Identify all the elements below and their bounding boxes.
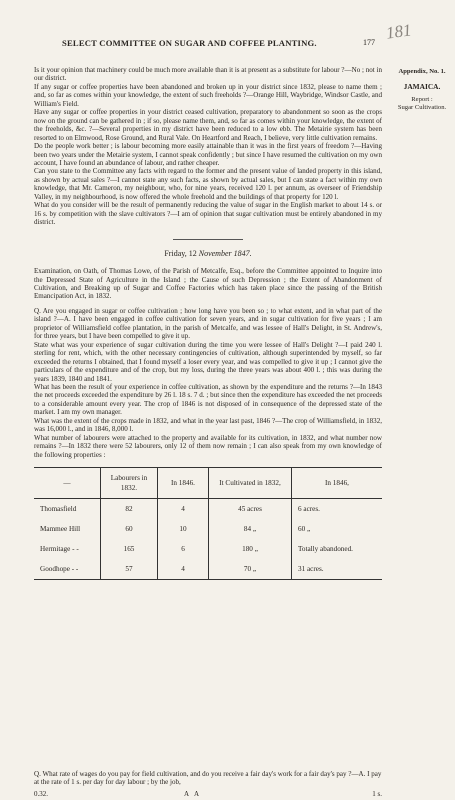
session-date <box>34 250 382 258</box>
section-divider <box>173 239 243 240</box>
table-cell: 4 <box>158 499 209 520</box>
table-cell: 6 <box>158 539 209 559</box>
table-cell: 60 „ <box>292 519 383 539</box>
table-cell: 4 <box>158 559 209 580</box>
examination-heading: Examination, on Oath, of Thomas Lowe, of the Parish of Metcalfe, Esq., before the Committee appointed to Inquire into the Depressed State of Agriculture in the Island ; the Cause of such Depression ; the Extent of Abandonment of Cultivation, and Breaking up of Sugar and Coffee Factories which has taken place since the passing of the British Emancipation Act, in 1832. <box>34 267 382 301</box>
paragraph: Q. What rate of wages do you pay for field cultivation, and do you receive a fair day's work for a fair day's pay ?—A. I pay at the rate of 1 s. per day for day labour ; by the job, <box>34 770 382 787</box>
column-header: It Cultivated in 1832, <box>209 468 292 499</box>
table-cell: Goodhope - - <box>34 559 101 580</box>
table-row <box>34 519 382 539</box>
page-number: 177 <box>363 38 375 47</box>
handwritten-folio: 181 <box>384 20 413 43</box>
properties-table <box>34 467 382 580</box>
table-cell: 70 „ <box>209 559 292 580</box>
table-cell: 82 <box>101 499 158 520</box>
paragraph: State what was your experience of sugar cultivation during the time you were lessee of Hall's Delight ?—I paid 240 l. sterling for rent, which, with the other necessary contingencies of cultivation, although superintended by myself, so far exceeded the returns I obtained, that I found myself a loser every year, and was compelled to give it up ; I cannot give the particulars of the expenditure and of the crop, but my loss, during the three years was about 400 l. ; this was during the years 1839, 1840 and 1841. <box>34 340 382 383</box>
table-cell: Hermitage - - <box>40 544 79 553</box>
table-row <box>34 539 382 559</box>
table-header-row <box>34 468 382 499</box>
signature-mark: A A <box>184 790 202 798</box>
table-cell: 45 acres <box>209 499 292 520</box>
date-month-year: November 1847. <box>198 248 252 258</box>
column-header: Labourers in 1832. <box>101 468 158 499</box>
table-cell: 10 <box>158 519 209 539</box>
paragraph: What was the extent of the crops made in 1832, and what in the year last past, 1846 ?—The crop of Williamsfield, in 1832, was 16,000 l., and in 1846, 8,000 l. <box>34 416 382 434</box>
column-header: — <box>34 468 101 499</box>
table-cell: 31 acres. <box>292 559 383 580</box>
region-label: JAMAICA. <box>403 82 441 91</box>
paragraph: Have any sugar or coffee properties in your district ceased cultivation, preparatory to abandonment so soon as the crops now on the ground can be gathered in ; if so, please name them, and, so far as comes within your knowledge, the extent of the freeholds, &c. ?—Several properties in my district have been reduced to a low ebb. The Metairie system has been resorted to on Elmwood, Rose Ground, and Rural Vale. On Heartford and Reach, I believe, very little cultivation remains. <box>34 108 382 142</box>
paragraph: What number of labourers were attached to the property and available for its cultivation, in 1832, and what number now remains ?—In 1832 there were 52 labourers, only 12 of them now remain ; I can also speak from my own knowledge of the following properties : <box>34 433 382 459</box>
table-cell: Totally abandoned. <box>292 539 383 559</box>
table-cell: 165 <box>101 539 158 559</box>
margin-note <box>392 68 452 112</box>
paragraph: What do you consider will be the result of permanently reducing the value of sugar in the English market to about 14 s. or 16 s. by competition with the slave cultivators ?—I am of opinion that sugar cultivation must be entirely abandoned in my district. <box>34 201 382 227</box>
paragraph: What has been the result of your experience in coffee cultivation, as shown by the expenditure and the returns ?—In 1843 the net proceeds exceeded the expenditure by 26 l. 18 s. 7 d. ; but since then the expenditure has exceeded the net proceeds to a considerable amount every year. The crop of 1846 is not disposed of in consequence of the depressed state of the market. I am my own manager. <box>34 382 382 417</box>
table-cell: 60 <box>101 519 158 539</box>
column-header: In 1846. <box>158 468 209 499</box>
column-header: In 1846, <box>292 468 383 499</box>
table-row <box>34 559 382 580</box>
appendix-label: Appendix, No. 1. <box>398 68 446 75</box>
table-cell: 180 „ <box>209 539 292 559</box>
running-header: SELECT COMMITTEE ON SUGAR AND COFFEE PLANTING. <box>62 38 317 48</box>
footer-question <box>34 770 382 787</box>
paragraph: If any sugar or coffee properties have been abandoned and broken up in your district since 1832, please to name them ; and, so far as comes within your knowledge, the extent of such freeholds ?—Orange Hill, Waybridge, Windsor Castle, and William's Field. <box>34 82 382 108</box>
paragraph: Is it your opinion that machinery could be much more available than it is at present as a substitute for labour ?—No ; not in our district. <box>34 66 382 83</box>
table-cell: 57 <box>101 559 158 580</box>
table-cell: 84 „ <box>209 519 292 539</box>
sheet-number: 0.32. <box>34 790 48 798</box>
subject-label: Sugar Cultivation. <box>397 104 447 111</box>
date-day: Friday, 12 <box>164 248 197 258</box>
wage-continuation: 1 s. <box>372 790 382 798</box>
table-cell: Thomasfield <box>40 504 77 513</box>
table-row <box>34 499 382 520</box>
table-cell: 6 acres. <box>292 499 383 520</box>
report-label: Report : <box>411 96 433 103</box>
paragraph: Do the people work better ; is labour becoming more easily attainable than it was in the first years of freedom ?—Having been two years under the Metairie system, I cannot speak confidently ; but since I have resumed the cultivation on my own account, I have found an abundance of labour, and rather cheaper. <box>34 142 382 167</box>
paragraph: Can you state to the Committee any facts with regard to the former and the present value of landed property in this island, as shown by actual sales ?—I cannot state any such facts, as shown by actual sales, but I can state a fact within my own knowledge, that Mr. Cameron, my neighbour, who, for nine years, received 120 l. per annum, as overseer of Friendship Valley, in my neighbourhood, is now offered the whole freehold and the buildings of that property for 120 l. <box>34 167 382 201</box>
paragraph: Q. Are you engaged in sugar or coffee cultivation ; how long have you been so ; to what extent, and in what part of the island ?—A. I have been engaged in coffee cultivation for seven years, and in sugar cultivation for five years ; I am proprietor of Williamsfield coffee plantation, in the parish of Metcalfe, and was lessee of Hall's Delight, in St. Andrew's, for three years, but I have been compelled to give it up. <box>34 306 382 341</box>
main-text <box>34 66 382 584</box>
table-cell: Mammee Hill <box>40 524 81 533</box>
